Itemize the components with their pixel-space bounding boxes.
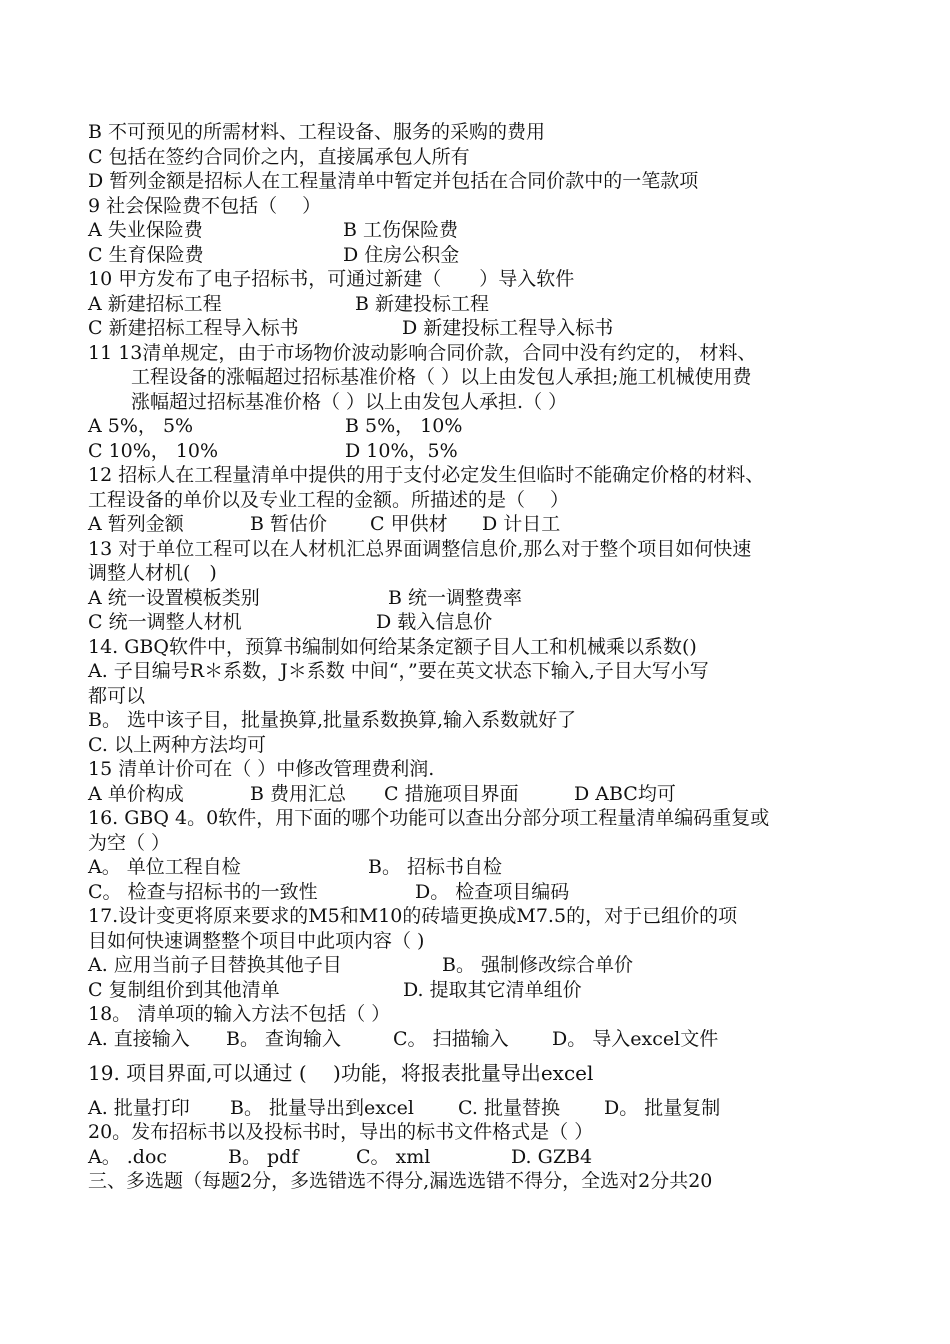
q16-options-row2 — [88, 880, 888, 905]
q11-option-c: C 10%， 10% — [88, 439, 219, 462]
q19-option-c: C. 批量替换 — [458, 1096, 560, 1119]
section-3-heading: 三、多选题（每题2分，多选错选不得分,漏选选错不得分，全选对2分共20 — [88, 1170, 713, 1192]
q12-stem-line2: 工程设备的单价以及专业工程的金额。所描述的是（ ） — [88, 488, 570, 511]
q16-option-a: A。 单位工程自检 — [88, 856, 241, 878]
q17-option-c: C 复制组价到其他清单 — [88, 978, 280, 1001]
q20-option-d: D. GZB4 — [511, 1145, 593, 1168]
q14-option-a-line1: A. 子目编号R＊系数，J＊系数 中间“，”要在英文状态下输入,子目大写小写 — [88, 660, 709, 682]
q10-option-c: C 新建招标工程导入标书 — [88, 317, 299, 339]
q18-option-a: A. 直接输入 — [88, 1027, 190, 1050]
q16-option-d: D。 检查项目编码 — [415, 880, 570, 903]
q18-options — [88, 1027, 888, 1052]
q12-option-b: B 暂估价 — [250, 513, 328, 535]
q11-option-a: A 5%， 5% — [88, 415, 194, 437]
q11-option-b: B 5%， 10% — [345, 415, 463, 437]
q18-option-c: C。 扫描输入 — [393, 1027, 509, 1050]
q9-options-row1 — [88, 218, 888, 243]
q9-option-a: A 失业保险费 — [88, 219, 203, 241]
q19-options — [88, 1096, 888, 1121]
q14-option-a-line2: 都可以 — [88, 684, 146, 707]
q19-stem: 19. 项目界面,可以通过 ( )功能，将报表批量导出excel — [88, 1061, 594, 1085]
q13-stem-line2: 调整人材机( ) — [88, 562, 217, 584]
q17-option-d: D. 提取其它清单组价 — [403, 978, 582, 1001]
q16-stem-line2: 为空（ ） — [88, 831, 171, 854]
q8-option-c: C 包括在签约合同价之内，直接属承包人所有 — [88, 145, 470, 168]
q10-options-row1 — [88, 292, 888, 317]
q10-option-b: B 新建投标工程 — [355, 292, 490, 315]
q17-options-row1 — [88, 953, 888, 978]
q18-option-b: B。 查询输入 — [226, 1027, 342, 1050]
q15-option-c: C 措施项目界面 — [384, 782, 519, 805]
q16-stem-line1: 16. GBQ 4。0软件，用下面的哪个功能可以查出分部分项工程量清单编码重复或 — [88, 807, 770, 829]
document-page — [88, 120, 888, 1194]
q19-option-d: D。 批量复制 — [604, 1096, 721, 1119]
q17-stem-line2: 目如何快速调整整个项目中此项内容（ ) — [88, 929, 425, 952]
q13-stem-line1: 13 对于单位工程可以在人材机汇总界面调整信息价,那么对于整个项目如何快速 — [88, 537, 752, 560]
q9-option-b: B 工伤保险费 — [343, 219, 459, 241]
q16-option-c: C。 检查与招标书的一致性 — [88, 880, 318, 903]
q10-option-a: A 新建招标工程 — [88, 292, 222, 315]
q15-option-d: D ABC均可 — [574, 782, 676, 805]
q10-options-row2 — [88, 316, 888, 341]
q18-option-d: D。 导入excel文件 — [552, 1027, 719, 1050]
q14-option-c: C. 以上两种方法均可 — [88, 733, 266, 756]
q14-stem: 14. GBQ软件中，预算书编制如何给某条定额子目人工和机械乘以系数() — [88, 635, 697, 658]
q20-stem: 20。发布招标书以及投标书时，导出的标书文件格式是（ ） — [88, 1121, 594, 1143]
q13-options-row2 — [88, 610, 888, 635]
q10-option-d: D 新建投标工程导入标书 — [402, 317, 614, 339]
q13-option-d: D 载入信息价 — [376, 611, 493, 633]
q8-option-b: B 不可预见的所需材料、工程设备、服务的采购的费用 — [88, 121, 546, 143]
q19-option-a: A. 批量打印 — [88, 1096, 190, 1119]
q9-stem: 9 社会保险费不包括（ ） — [88, 194, 322, 217]
q12-stem-line1: 12 招标人在工程量清单中提供的用于支付必定发生但临时不能确定价格的材料、 — [88, 464, 765, 486]
q11-options-row2 — [88, 439, 888, 464]
q19-option-b: B。 批量导出到excel — [230, 1096, 414, 1119]
q11-stem-line2: 工程设备的涨幅超过招标基准价格（ ）以上由发包人承担;施工机械使用费 — [131, 366, 752, 388]
q12-option-d: D 计日工 — [482, 513, 561, 535]
q9-option-d: D 住房公积金 — [343, 243, 460, 266]
q9-options-row2 — [88, 243, 888, 268]
q17-stem-line1: 17.设计变更将原来要求的M5和M10的砖墙更换成M7.5的，对于已组价的项 — [88, 905, 738, 927]
q10-stem: 10 甲方发布了电子招标书，可通过新建（ ）导入软件 — [88, 268, 575, 290]
q17-options-row2 — [88, 978, 888, 1003]
q12-option-c: C 甲供材 — [370, 513, 448, 535]
q13-options-row1 — [88, 586, 888, 611]
q8-option-d: D 暂列金额是招标人在工程量清单中暂定并包括在合同价款中的一笔款项 — [88, 170, 699, 192]
q12-option-a: A 暂列金额 — [88, 513, 184, 535]
q20-option-a: A。 .doc — [88, 1145, 168, 1168]
q11-options-row1 — [88, 414, 888, 439]
q16-option-b: B。 招标书自检 — [368, 856, 503, 878]
q15-option-a: A 单价构成 — [88, 782, 184, 805]
q11-option-d: D 10%，5% — [345, 439, 458, 462]
q18-stem: 18。 清单项的输入方法不包括（ ） — [88, 1003, 391, 1025]
q12-options — [88, 512, 888, 537]
q11-stem-line3: 涨幅超过招标基准价格（ ）以上由发包人承担.（ ） — [131, 390, 568, 413]
q13-option-a: A 统一设置模板类别 — [88, 586, 260, 609]
q17-option-b: B。 强制修改综合单价 — [442, 954, 634, 976]
q13-option-c: C 统一调整人材机 — [88, 611, 242, 633]
q14-option-b: B。 选中该子目，批量换算,批量系数换算,输入系数就好了 — [88, 709, 577, 731]
q11-stem-line1: 11 13清单规定，由于市场物价波动影响合同价款，合同中没有约定的， 材料、 — [88, 341, 757, 364]
q17-option-a: A. 应用当前子目替换其他子目 — [88, 954, 342, 976]
q15-stem: 15 清单计价可在（ ）中修改管理费利润. — [88, 758, 435, 780]
q13-option-b: B 统一调整费率 — [388, 586, 523, 609]
q20-option-c: C。 xml — [356, 1145, 431, 1168]
q15-option-b: B 费用汇总 — [250, 782, 347, 805]
q20-options — [88, 1145, 888, 1170]
q9-option-c: C 生育保险费 — [88, 243, 204, 266]
q16-options-row1 — [88, 855, 888, 880]
q20-option-b: B。 pdf — [228, 1145, 299, 1168]
q15-options — [88, 782, 888, 807]
